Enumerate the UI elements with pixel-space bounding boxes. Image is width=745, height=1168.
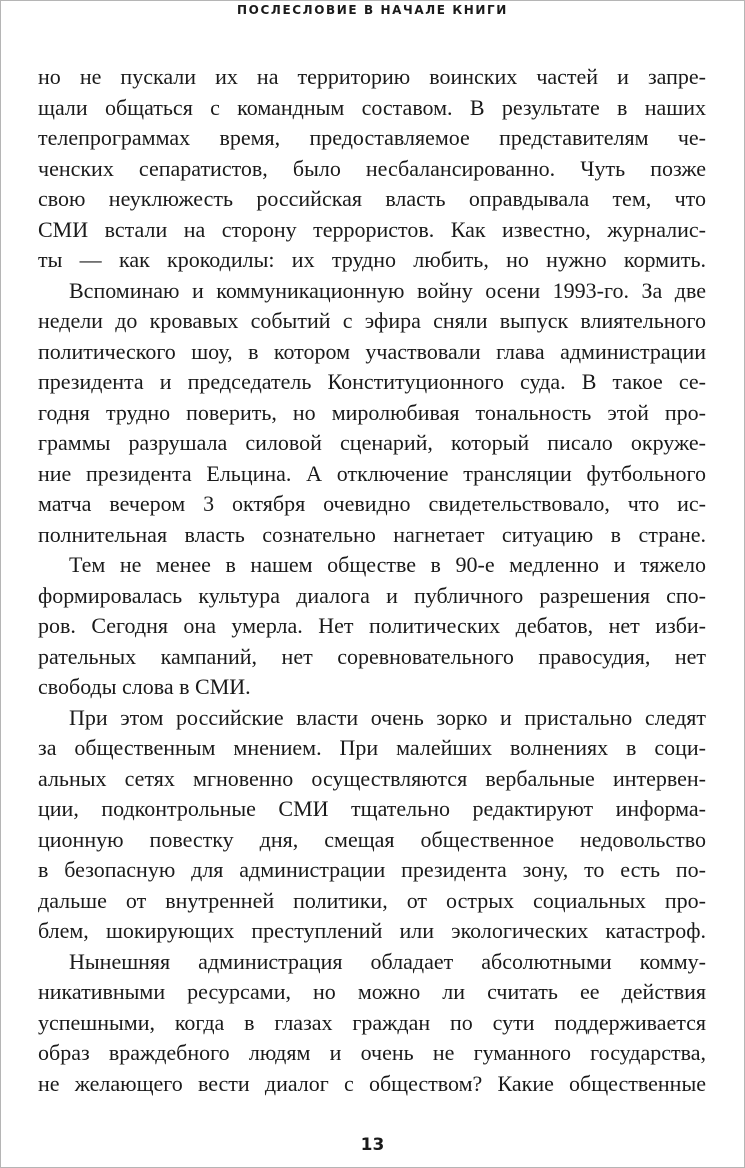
text-line: полнительная власть сознательно нагнетает ситуацию в стране. xyxy=(38,521,706,547)
text-line: рательных кампаний, нет соревновательного правосудия, нет xyxy=(38,643,706,669)
text-line: ционную повестку дня, смещая общественное недовольство xyxy=(38,826,706,852)
paragraph-5 xyxy=(38,947,706,1100)
text-line: но не пускали их на территорию воинских частей и запре- xyxy=(38,64,706,89)
text-line: блем, шокирующих преступлений или экологических катастроф. xyxy=(38,918,706,943)
text-line: дальше от внутренней политики, от острых социальных про- xyxy=(38,887,706,913)
text-line: президента и председатель Конституционного суда. В такое се- xyxy=(38,369,706,394)
text-line: ции, подконтрольные СМИ тщательно редактируют информа- xyxy=(38,796,706,821)
text-line: в безопасную для администрации президента зону, то есть по- xyxy=(38,857,706,882)
text-line: недели до кровавых событий с эфира сняли выпуск влиятельного xyxy=(38,308,706,333)
text-line: Тем не менее в нашем обществе в 90-е медленно и тяжело xyxy=(69,552,706,577)
text-line: граммы разрушала силовой сценарий, который писало окруже- xyxy=(38,430,706,455)
text-line: При этом российские власти очень зорко и пристально следят xyxy=(69,704,706,730)
text-line: политического шоу, в котором участвовали глава администрации xyxy=(38,338,706,364)
text-line: за общественным мнением. При малейших волнениях в соци- xyxy=(38,735,706,760)
text-line: телепрограммах время, предоставляемое представителям че- xyxy=(38,125,706,150)
text-line: СМИ встали на сторону террористов. Как известно, журналис- xyxy=(38,216,706,242)
text-line: формировалась культура диалога и публичного разрешения спо- xyxy=(38,582,706,608)
paragraph-4 xyxy=(38,703,706,947)
text-line: годня трудно поверить, но миролюбивая тональность этой про- xyxy=(38,399,706,425)
text-line: свободы слова в СМИ. xyxy=(38,674,251,699)
text-line: не желающего вести диалог с обществом? Какие общественные xyxy=(38,1070,706,1096)
paragraph-2 xyxy=(38,276,706,551)
text-line: ние президента Ельцина. А отключение трансляции футбольного xyxy=(38,460,706,486)
text-line: щали общаться с командным составом. В результате в наших xyxy=(38,94,706,120)
text-line: Вспоминаю и коммуникационную войну осени 1993-го. За две xyxy=(69,277,706,303)
text-line: никативными ресурсами, но можно ли считать ее действия xyxy=(38,979,706,1004)
text-line: успешными, когда в глазах граждан по сути поддерживается xyxy=(38,1009,706,1035)
paragraph-1 xyxy=(38,62,706,276)
text-line: ты — как крокодилы: их трудно любить, но нужно кормить. xyxy=(38,247,706,272)
text-line: альных сетях мгновенно осуществляются вербальные интервен- xyxy=(38,765,706,791)
text-line: Нынешняя администрация обладает абсолютными комму- xyxy=(69,948,706,974)
paragraph-3 xyxy=(38,550,706,703)
text-line: образ враждебного людям и очень не гуманного государства, xyxy=(38,1040,706,1065)
text-line: матча вечером 3 октября очевидно свидетельствовало, что ис- xyxy=(38,491,706,516)
running-head: ПОСЛЕСЛОВИЕ В НАЧАЛЕ КНИГИ xyxy=(237,3,508,17)
text-line: ченских сепаратистов, было несбалансированно. Чуть позже xyxy=(38,155,706,181)
text-line: ров. Сегодня она умерла. Нет политических дебатов, нет изби- xyxy=(38,613,706,638)
text-line: свою неуклюжесть российская власть оправдывала тем, что xyxy=(38,186,706,211)
body-text xyxy=(38,62,706,1099)
page-number: 13 xyxy=(360,1135,385,1155)
